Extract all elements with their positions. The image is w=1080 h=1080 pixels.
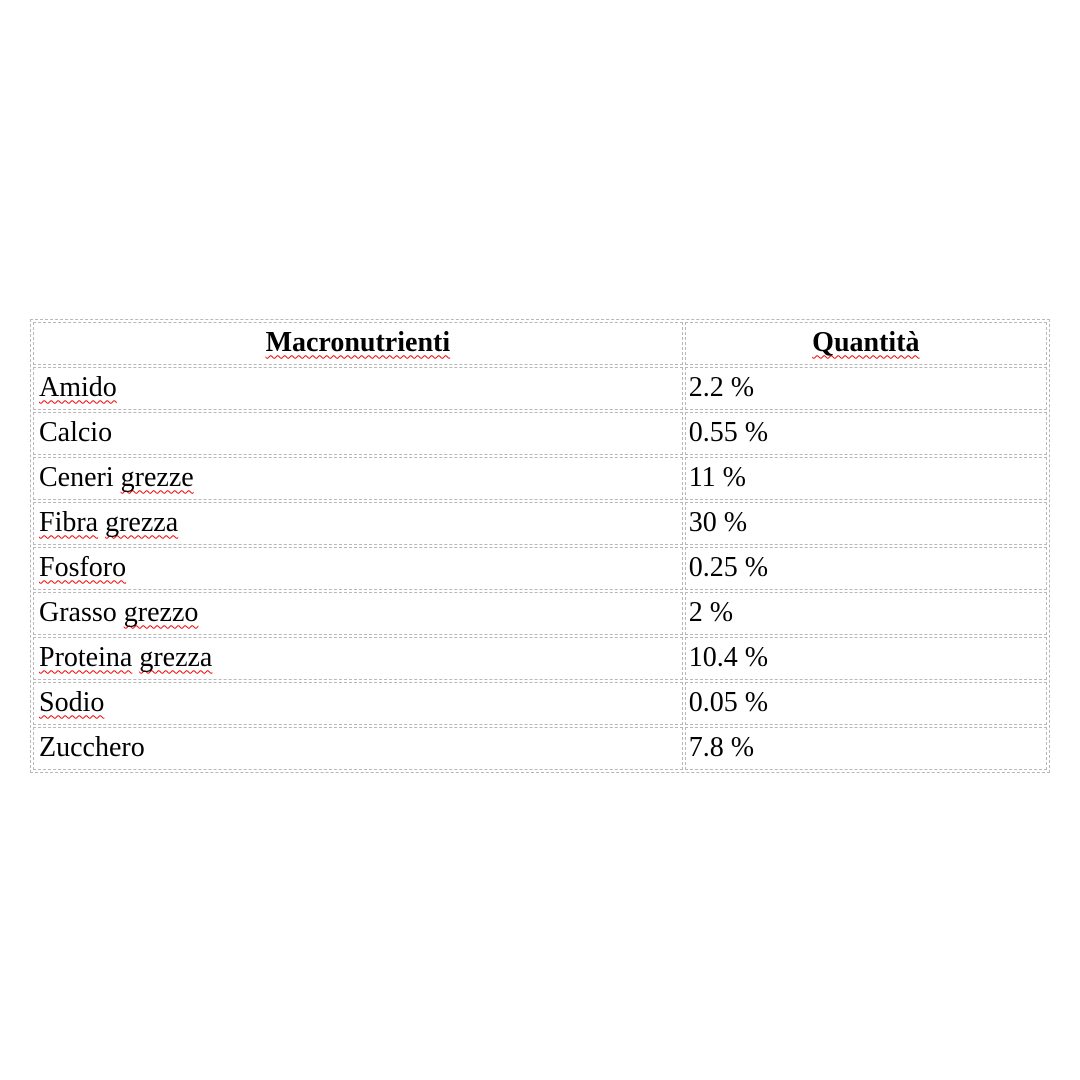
quantity-cell[interactable]: 0.25 % <box>685 547 1047 590</box>
nutrient-cell[interactable] <box>33 367 683 410</box>
table-row <box>33 547 1047 590</box>
macronutrients-table <box>30 319 1050 773</box>
table-row <box>33 637 1047 680</box>
nutrient-cell[interactable] <box>33 682 683 725</box>
misspelled-word: grezza <box>105 507 179 539</box>
word: Calcio <box>39 417 113 449</box>
quantity-cell[interactable]: 10.4 % <box>685 637 1047 680</box>
nutrient-cell[interactable] <box>33 457 683 500</box>
quantity-cell[interactable]: 7.8 % <box>685 727 1047 770</box>
misspelled-word: Fosforo <box>39 552 127 584</box>
misspelled-word: grezza <box>139 642 213 674</box>
table-row <box>33 502 1047 545</box>
header-quantita-label: Quantità <box>812 327 920 359</box>
table-row <box>33 412 1047 455</box>
header-row <box>33 322 1047 365</box>
quantity-cell[interactable]: 2 % <box>685 592 1047 635</box>
table-row <box>33 367 1047 410</box>
table-row <box>33 592 1047 635</box>
table-row <box>33 457 1047 500</box>
misspelled-word: grezze <box>120 462 194 494</box>
quantity-cell[interactable]: 30 % <box>685 502 1047 545</box>
header-cell-quantita[interactable] <box>685 322 1047 365</box>
misspelled-word: Proteina <box>39 642 133 674</box>
quantity-cell[interactable]: 11 % <box>685 457 1047 500</box>
misspelled-word: grezzo <box>123 597 199 629</box>
header-macronutrienti-label: Macronutrienti <box>265 327 451 359</box>
nutrient-cell[interactable] <box>33 727 683 770</box>
table-body <box>33 367 1047 770</box>
misspelled-word: Amido <box>39 372 117 404</box>
nutrient-cell[interactable] <box>33 592 683 635</box>
nutrient-cell[interactable] <box>33 637 683 680</box>
quantity-cell[interactable]: 0.55 % <box>685 412 1047 455</box>
word: Ceneri <box>39 462 121 494</box>
word: Grasso <box>39 597 124 629</box>
table-row <box>33 682 1047 725</box>
nutrient-cell[interactable] <box>33 502 683 545</box>
header-cell-macronutrienti[interactable] <box>33 322 683 365</box>
misspelled-word: Sodio <box>39 687 105 719</box>
nutrient-cell[interactable] <box>33 547 683 590</box>
quantity-cell[interactable]: 0.05 % <box>685 682 1047 725</box>
nutrient-cell[interactable] <box>33 412 683 455</box>
table-row <box>33 727 1047 770</box>
word: Zucchero <box>39 732 145 764</box>
misspelled-word: Fibra <box>39 507 99 539</box>
quantity-cell[interactable]: 2.2 % <box>685 367 1047 410</box>
